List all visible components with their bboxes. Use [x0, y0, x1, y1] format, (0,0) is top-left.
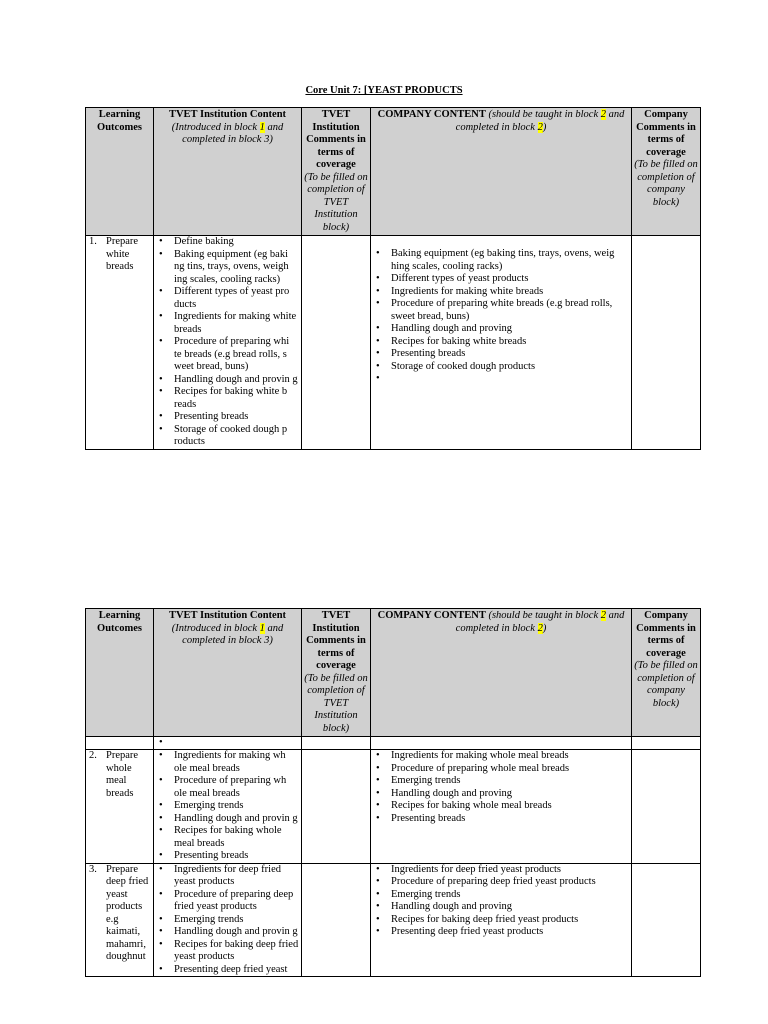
highlight-block-number: 2	[537, 622, 543, 634]
page-title: Core Unit 7: [YEAST PRODUCTS	[305, 85, 463, 96]
list-item: • Define baking	[156, 236, 299, 249]
list-item: • Ingredients for deep fried yeast products	[156, 864, 299, 889]
header-tvet-content	[154, 609, 302, 737]
highlight-block-number: 2	[600, 109, 606, 120]
header-company-content	[371, 108, 632, 236]
list-item: • Procedure of preparing wh ole meal breads	[156, 775, 299, 800]
tvet-content-title: TVET Institution Content	[168, 610, 287, 621]
list-item: • Procedure of preparing white breads (e.g bread rolls, sweet bread, buns)	[373, 298, 629, 323]
list-item: • Storage of cooked dough products	[373, 361, 629, 374]
list-item: • Ingredients for making whole meal breads	[373, 750, 629, 763]
header-company-comments	[632, 609, 701, 737]
tvet-comments-note: (To be filled on completion of TVET Institution block)	[304, 672, 368, 734]
highlight-block-number: 1	[259, 121, 265, 133]
company-content-note-mid: and completed in block	[455, 109, 625, 133]
list-item: • Storage of cooked dough p roducts	[156, 424, 299, 449]
list-item: • Emerging trends	[156, 800, 299, 813]
tvet-comments-cell	[302, 750, 371, 864]
outcome-number: 3.	[89, 863, 97, 875]
list-item: • Handling dough and proving	[373, 323, 629, 336]
curriculum-table-1	[85, 107, 701, 450]
outcome-text: Prepare whole meal breads	[106, 750, 139, 799]
tvet-comments-cell	[302, 236, 371, 450]
list-item: • Ingredients for making white breads	[156, 311, 299, 336]
header-learning-outcomes	[86, 609, 154, 737]
list-item: • Procedure of preparing deep fried yeast products	[156, 889, 299, 914]
tvet-comments-title: TVET Institution Comments in terms of coverage	[306, 610, 366, 671]
tvet-comments-title: TVET Institution Comments in terms of coverage	[306, 109, 366, 170]
tvet-content-note-end: and completed in block 3)	[182, 622, 284, 646]
learning-outcomes-label: Learning Outcomes	[97, 610, 142, 634]
header-company-content	[371, 609, 632, 737]
company-comments-note: (To be filled on completion of company block)	[634, 159, 698, 208]
learning-outcome-cell	[86, 863, 154, 977]
company-content-cell	[371, 863, 632, 977]
list-item: • Presenting breads	[156, 850, 299, 863]
list-item: • Procedure of preparing whole meal breads	[373, 763, 629, 776]
company-content-note-mid: and completed in block	[455, 610, 625, 634]
list-item: • Emerging trends	[373, 889, 629, 902]
table-row	[86, 750, 701, 864]
header-company-comments	[632, 108, 701, 236]
list-item: • Handling dough and proving	[373, 788, 629, 801]
list-item: • Recipes for baking whole meal breads	[373, 800, 629, 813]
company-comments-cell	[632, 236, 701, 450]
company-content-note-end: )	[542, 121, 547, 133]
header-tvet-comments	[302, 609, 371, 737]
list-item: • Presenting breads	[373, 813, 629, 826]
list-item: • Presenting deep fried yeast products	[373, 926, 629, 939]
tvet-comments-cell	[302, 863, 371, 977]
table-header-row	[86, 609, 701, 737]
list-item: • Different types of yeast products	[373, 273, 629, 286]
highlight-block-number: 2	[537, 121, 543, 133]
empty-spacer-row	[86, 737, 701, 750]
list-item: • Ingredients for making white breads	[373, 286, 629, 299]
list-item: • Baking equipment (eg baki ng tins, trays, ovens, weigh ing scales, cooling racks)	[156, 249, 299, 287]
tvet-comments-note: (To be filled on completion of TVET Institution block)	[304, 171, 368, 233]
list-item: • Procedure of preparing deep fried yeast products	[373, 876, 629, 889]
list-item: • Ingredients for deep fried yeast products	[373, 864, 629, 877]
list-item: • Handling dough and provin g	[156, 926, 299, 939]
list-item: • Presenting deep fried yeast	[156, 964, 299, 977]
header-tvet-comments	[302, 108, 371, 236]
company-content-title: COMPANY CONTENT	[377, 610, 486, 621]
list-item	[373, 373, 629, 385]
company-comments-cell	[632, 750, 701, 864]
company-comments-cell	[632, 863, 701, 977]
list-item: • Recipes for baking white b reads	[156, 386, 299, 411]
list-item: • Handling dough and proving	[373, 901, 629, 914]
learning-outcomes-label: Learning Outcomes	[97, 109, 142, 133]
tvet-content-note-end: and completed in block 3)	[182, 121, 284, 145]
list-item: • Baking equipment (eg baking tins, trays, ovens, weig hing scales, cooling racks)	[373, 248, 629, 273]
header-tvet-content	[154, 108, 302, 236]
learning-outcome-cell	[86, 750, 154, 864]
company-comments-title: Company Comments in terms of coverage	[636, 610, 696, 659]
header-learning-outcomes	[86, 108, 154, 236]
company-content-note: (should be taught in block	[485, 109, 601, 120]
table-header-row	[86, 108, 701, 236]
company-content-note-end: )	[542, 622, 547, 634]
list-item: • Emerging trends	[156, 914, 299, 927]
tvet-content-title: TVET Institution Content	[168, 109, 287, 120]
list-item: • Recipes for baking deep fried yeast products	[373, 914, 629, 927]
learning-outcome-cell	[86, 236, 154, 450]
company-comments-title: Company Comments in terms of coverage	[636, 109, 696, 158]
table-row	[86, 863, 701, 977]
company-content-cell	[371, 236, 632, 450]
outcome-number: 2.	[89, 750, 97, 761]
list-item: • Procedure of preparing whi te breads (e.g bread rolls, s weet bread, buns)	[156, 336, 299, 374]
tvet-content-cell	[154, 863, 302, 977]
highlight-block-number: 2	[600, 610, 606, 621]
company-comments-note: (To be filled on completion of company block)	[634, 660, 698, 709]
table-row	[86, 236, 701, 450]
list-item: • Recipes for baking deep fried yeast products	[156, 939, 299, 964]
tvet-content-cell	[154, 236, 302, 450]
highlight-block-number: 1	[259, 622, 265, 634]
list-item: • Emerging trends	[373, 775, 629, 788]
tvet-content-note: (Introduced in block	[171, 622, 260, 634]
company-content-cell	[371, 750, 632, 864]
list-item: • Handling dough and provin g	[156, 813, 299, 826]
company-content-title: COMPANY CONTENT	[377, 109, 486, 120]
outcome-text: Prepare white breads	[106, 236, 139, 272]
tvet-content-note: (Introduced in block	[171, 121, 260, 133]
list-item: • Presenting breads	[373, 348, 629, 361]
outcome-text: Prepare deep fried yeast products e.g kaimati, mahamri, doughnut	[106, 863, 149, 962]
list-item: • Different types of yeast pro ducts	[156, 286, 299, 311]
tvet-content-cell	[154, 750, 302, 864]
list-item: • Presenting breads	[156, 411, 299, 424]
curriculum-table-2	[85, 608, 701, 977]
list-item: • Recipes for baking white breads	[373, 336, 629, 349]
company-content-note: (should be taught in block	[485, 610, 601, 621]
list-item: • Recipes for baking whole meal breads	[156, 825, 299, 850]
list-item: • Ingredients for making wh ole meal breads	[156, 750, 299, 775]
list-item: • Handling dough and provin g	[156, 374, 299, 387]
empty-bullet	[156, 737, 299, 749]
outcome-number: 1.	[89, 236, 97, 247]
